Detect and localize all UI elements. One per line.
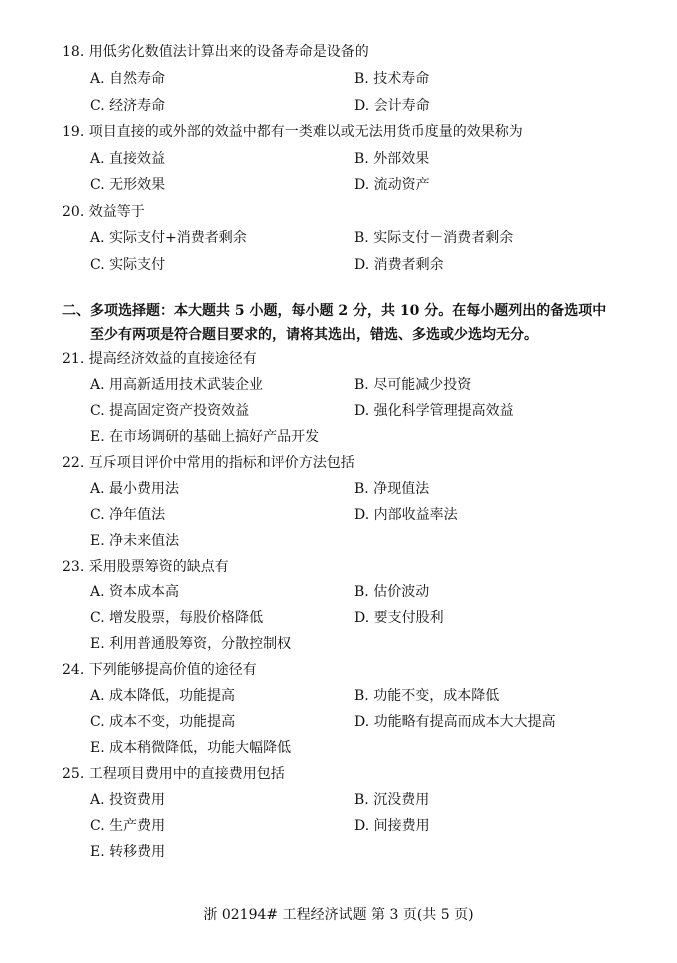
option-d: D. 功能略有提高而成本大大提高	[354, 714, 556, 730]
section-instructions: 至少有两项是符合题目要求的，请将其选出，错选、多选或少选均无分。	[90, 327, 538, 343]
option-e: E. 利用普通股筹资，分散控制权	[90, 636, 292, 652]
option-a: A. 自然寿命	[90, 71, 166, 87]
question-number: 21.	[62, 351, 85, 367]
option-a: A. 直接效益	[90, 151, 166, 167]
option-b: B. 功能不变，成本降低	[354, 688, 500, 704]
option-a: A. 成本降低，功能提高	[90, 688, 236, 704]
option-a: A. 资本成本高	[90, 584, 180, 600]
question-stem: 采用股票筹资的缺点有	[88, 559, 229, 575]
option-a: A. 用高新适用技术武装企业	[90, 377, 264, 393]
option-b: B. 净现值法	[354, 481, 430, 497]
question-number: 19.	[62, 124, 85, 140]
option-b: B. 技术寿命	[354, 71, 430, 87]
question-stem: 效益等于	[88, 204, 145, 220]
option-c: C. 生产费用	[90, 818, 166, 834]
question-22	[62, 454, 355, 472]
question-stem: 项目直接的或外部的效益中都有一类难以或无法用货币度量的效果称为	[88, 124, 523, 140]
question-21	[62, 350, 257, 368]
option-c: C. 净年值法	[90, 507, 166, 523]
option-c: C. 经济寿命	[90, 98, 166, 114]
option-d: D. 强化科学管理提高效益	[354, 403, 514, 419]
question-number: 18.	[62, 44, 85, 60]
question-stem: 互斥项目评价中常用的指标和评价方法包括	[88, 455, 355, 471]
option-d: D. 消费者剩余	[354, 257, 444, 273]
question-number: 20.	[62, 204, 85, 220]
option-b: B. 尽可能减少投资	[354, 377, 472, 393]
question-24	[62, 661, 257, 679]
question-19	[62, 123, 523, 141]
option-b: B. 估价波动	[354, 584, 430, 600]
question-number: 25.	[62, 766, 85, 782]
question-stem: 工程项目费用中的直接费用包括	[88, 766, 285, 782]
option-d: D. 内部收益率法	[354, 507, 458, 523]
question-number: 22.	[62, 455, 85, 471]
option-d: D. 间接费用	[354, 818, 430, 834]
option-d: D. 会计寿命	[354, 98, 430, 114]
option-a: A. 投资费用	[90, 792, 166, 808]
option-a: A. 最小费用法	[90, 481, 180, 497]
option-e: E. 成本稍微降低，功能大幅降低	[90, 740, 292, 756]
question-18	[62, 43, 369, 61]
question-stem: 提高经济效益的直接途径有	[88, 351, 257, 367]
option-d: D. 要支付股利	[354, 610, 444, 626]
option-c: C. 增发股票，每股价格降低	[90, 610, 264, 626]
option-c: C. 提高固定资产投资效益	[90, 403, 250, 419]
question-stem: 下列能够提高价值的途径有	[88, 662, 257, 678]
section-heading: 二、多项选择题：本大题共 5 小题，每小题 2 分，共 10 分。在每小题列出的备选项中	[62, 303, 607, 319]
question-20	[62, 203, 145, 221]
question-number: 24.	[62, 662, 85, 678]
question-number: 23.	[62, 559, 85, 575]
question-25	[62, 765, 285, 783]
option-c: C. 无形效果	[90, 177, 166, 193]
option-a: A. 实际支付+消费者剩余	[90, 230, 247, 246]
option-e: E. 转移费用	[90, 844, 166, 860]
option-c: C. 实际支付	[90, 257, 166, 273]
option-b: B. 外部效果	[354, 151, 430, 167]
option-b: B. 沉没费用	[354, 792, 430, 808]
option-e: E. 净未来值法	[90, 533, 180, 549]
option-c: C. 成本不变，功能提高	[90, 714, 236, 730]
question-23	[62, 558, 229, 576]
option-d: D. 流动资产	[354, 177, 430, 193]
question-stem: 用低劣化数值法计算出来的设备寿命是设备的	[88, 44, 369, 60]
option-e: E. 在市场调研的基础上搞好产品开发	[90, 429, 320, 445]
option-b: B. 实际支付－消费者剩余	[354, 230, 514, 246]
page-footer: 浙 02194# 工程经济试题 第 3 页(共 5 页)	[203, 907, 474, 923]
